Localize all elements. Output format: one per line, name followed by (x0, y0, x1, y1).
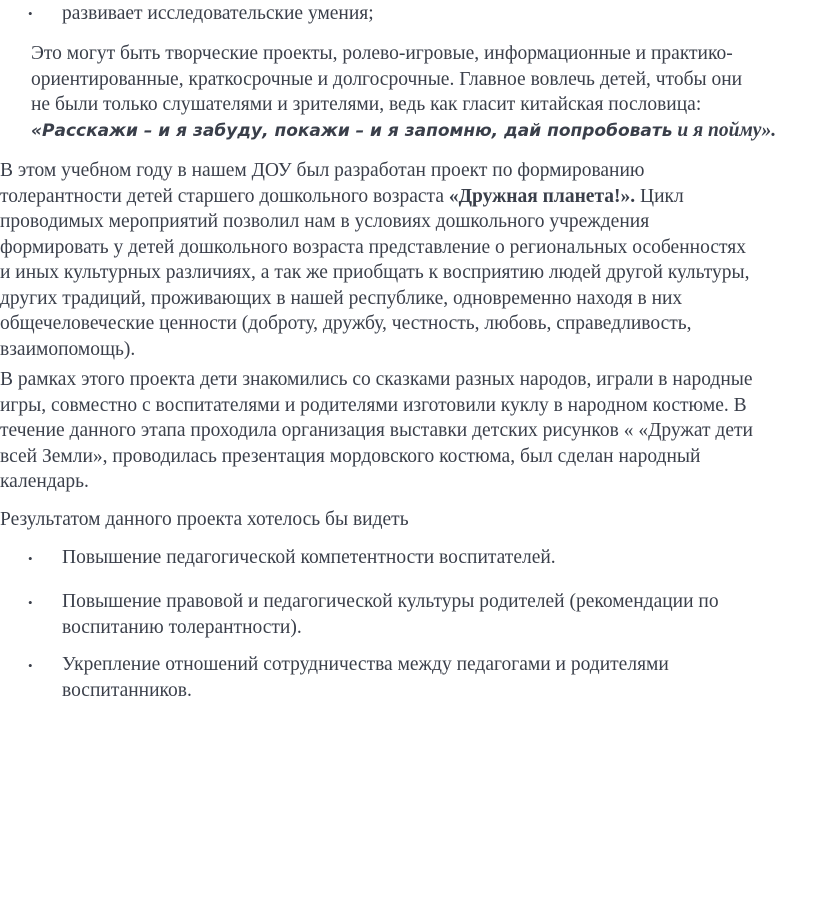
list-item-text (62, 652, 808, 704)
paragraph-line: Это могут быть творческие проекты, ролево-игровые, информационные и практико- (31, 43, 733, 64)
proverb-quote (31, 118, 776, 144)
paragraph-line: проводимых мероприятий позволил нам в условиях дошкольного учреждения (0, 211, 650, 232)
intro-paragraph (31, 41, 776, 143)
list-item-line: Укрепление отношений сотрудничества между педагогами и родителями (62, 654, 669, 675)
bullet-marker: • (28, 595, 33, 610)
paragraph-line: В рамках этого проекта дети знакомились со сказками разных народов, играли в народные (0, 369, 753, 390)
paragraph-line: взаимопомощь). (0, 338, 136, 360)
activities-paragraph (0, 367, 753, 495)
bullet-marker: • (28, 551, 33, 566)
proverb-quote-main: «Расскажи – и я забуду, покажи – и я запомню, дай попробовать (31, 120, 673, 141)
paragraph-line: всей Земли», проводилась презентация мордовского костюма, был сделан народный (0, 445, 701, 467)
proverb-quote-tail: и я пойму». (672, 119, 777, 141)
bullet-marker: • (28, 658, 33, 673)
project-paragraph (0, 158, 750, 362)
paragraph-line: игры, совместно с воспитателями и родителями изготовили куклу в народном костюме. В (0, 394, 747, 416)
paragraph-line: не были только слушателями и зрителями, ведь как гласит китайская пословица: (31, 94, 702, 115)
list-item-text (62, 545, 808, 571)
result-intro (0, 507, 409, 533)
paragraph-line: формировать у детей дошкольного возраста представление о региональных особенностях (0, 236, 746, 258)
list-item-line: Повышение правовой и педагогической культуры родителей (рекомендации по (62, 591, 719, 612)
paragraph-line (0, 184, 750, 210)
list-item-line: Повышение педагогической компетентности воспитателей. (62, 547, 556, 568)
list-item-text: развивает исследовательские умения; (62, 3, 374, 24)
paragraph-text: толерантности детей старшего дошкольного возраста (0, 185, 449, 207)
paragraph-line: Результатом данного проекта хотелось бы видеть (0, 509, 409, 530)
list-item-line: воспитанию толерантности). (62, 617, 302, 638)
paragraph-line: В этом учебном году в нашем ДОУ был разработан проект по формированию (0, 160, 645, 181)
paragraph-line: календарь. (0, 471, 89, 492)
paragraph-line: течение данного этапа проходила организация выставки детских рисунков « «Дружат дети (0, 420, 753, 441)
paragraph-text: Цикл (635, 185, 684, 207)
paragraph-line: и иных культурных различиях, а так же приобщать к восприятию людей другой культуры, (0, 262, 750, 283)
paragraph-line: ориентированные, краткосрочные и долгосрочные. Главное вовлечь детей, чтобы они (31, 68, 743, 90)
list-item-text (62, 589, 808, 641)
bullet-marker: • (28, 6, 33, 21)
paragraph-line: общечеловеческие ценности (доброту, дружбу, честность, любовь, справедливость, (0, 313, 692, 334)
project-title: «Дружная планета!». (448, 185, 636, 207)
list-item-line: воспитанников. (62, 680, 192, 701)
paragraph-line: других традиций, проживающих в нашей республике, одновременно находя в них (0, 287, 683, 309)
